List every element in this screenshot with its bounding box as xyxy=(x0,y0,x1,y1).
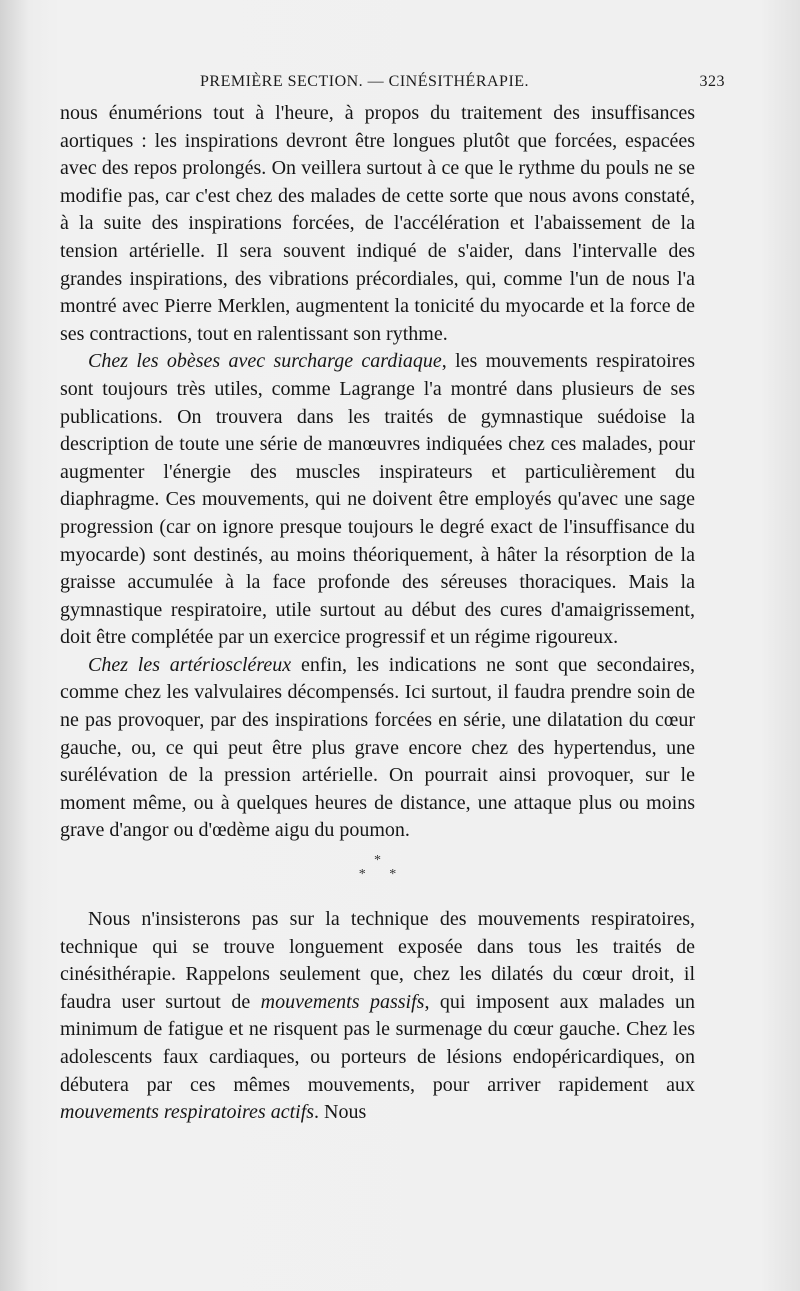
body-text xyxy=(60,100,695,1127)
paragraph-3-text: enfin, les indications ne sont que secondaires, comme chez les valvulaires décompensés. Ici surtout, il faudra prendre soin de ne pas provoquer, par des inspirations forcées en série, une dilatation du cœur gauche, ou, ce qui peut être plus grave encore chez des hypertendus, une surélévation de la pression artérielle. On pourrait ainsi provoquer, sur le moment même, ou à quelques heures de distance, une attaque plus ou moins grave d'angor ou d'œdème aigu du poumon. xyxy=(60,653,695,842)
paragraph-2-italic-lead: Chez les obèses avec surcharge cardiaque xyxy=(88,350,442,373)
paragraph-4-italic-b: mouvements respiratoires actifs xyxy=(60,1101,315,1124)
section-separator xyxy=(60,845,695,906)
paragraph-2-text: , les mouvements respiratoires sont toujours très utiles, comme Lagrange l'a montré dans plusieurs de ses publications. On trouvera dans les traités de gymnastique suédoise la description de toute une série de manœuvres indiquées chez ces malades, pour augmenter l'énergie des muscles inspirateurs et particulièrement du diaphragme. Ces mouvements, qui ne doivent être employés qu'avec une sage progression (car on ignore presque toujours le degré exact de l'insuffisance du myocarde) sont destinés, au moins théoriquement, à hâter la résorption de la graisse accumulée à la face profonde des séreuses thoraciques. Mais la gymnastique respiratoire, utile surtout au début des cures d'amaigrissement, doit être complétée par un exercice progressif et un régime rigoureux. xyxy=(60,350,695,649)
running-head: PREMIÈRE SECTION. — CINÉSITHÉRAPIE. xyxy=(200,73,530,90)
page-number: 323 xyxy=(699,73,725,90)
paragraph-3 xyxy=(60,652,695,845)
paragraph-4-text-b: , qui imposent aux malades un minimum de fatigue et ne risquent pas le surmenage du cœur gauche. Chez les adolescents faux cardiaques, ou porteurs de lésions endopéricardiques, on débutera par ces mêmes mouvements, pour arriver rapidement aux xyxy=(60,990,696,1096)
paragraph-1 xyxy=(60,100,695,348)
paragraph-4-italic-a: mouvements passifs xyxy=(260,990,425,1013)
paragraph-3-italic-lead: Chez les artérioscléreux xyxy=(88,653,292,676)
paragraph-1-text: nous énumérions tout à l'heure, à propos du traitement des insuffisances aortiques : les inspirations devront être longues plutôt que forcées, espacées avec des repos prolongés. On veillera surtout à ce que le rythme du pouls ne se modifie pas, car c'est chez des malades de cette sorte que nous avons constaté, à la suite des inspirations forcées, de l'accélération et l'abaissement de la tension artérielle. Il sera souvent indiqué de s'aider, dans l'intervalle des grandes inspirations, des vibrations précordiales, qui, comme l'un de nous l'a montré avec Pierre Merklen, augmentent la tonicité du myocarde et la force de ses contractions, tout en ralentissant son rythme. xyxy=(60,102,695,345)
page-header xyxy=(200,73,725,97)
paragraph-2 xyxy=(60,348,695,652)
separator-star-top: * xyxy=(374,853,381,869)
paragraph-4-text-a: Nous n'insisterons pas sur la technique des mouvements respiratoires, technique qui se trouve longuement exposée dans tous les traités de cinésithérapie. Rappelons seulement que, chez les dilatés du cœur droit, il faudra user surtout de xyxy=(60,908,695,1013)
paragraph-4 xyxy=(60,906,695,1127)
paragraph-4-text-c: . Nous xyxy=(314,1101,367,1124)
separator-star-bottom: * * xyxy=(358,867,407,883)
